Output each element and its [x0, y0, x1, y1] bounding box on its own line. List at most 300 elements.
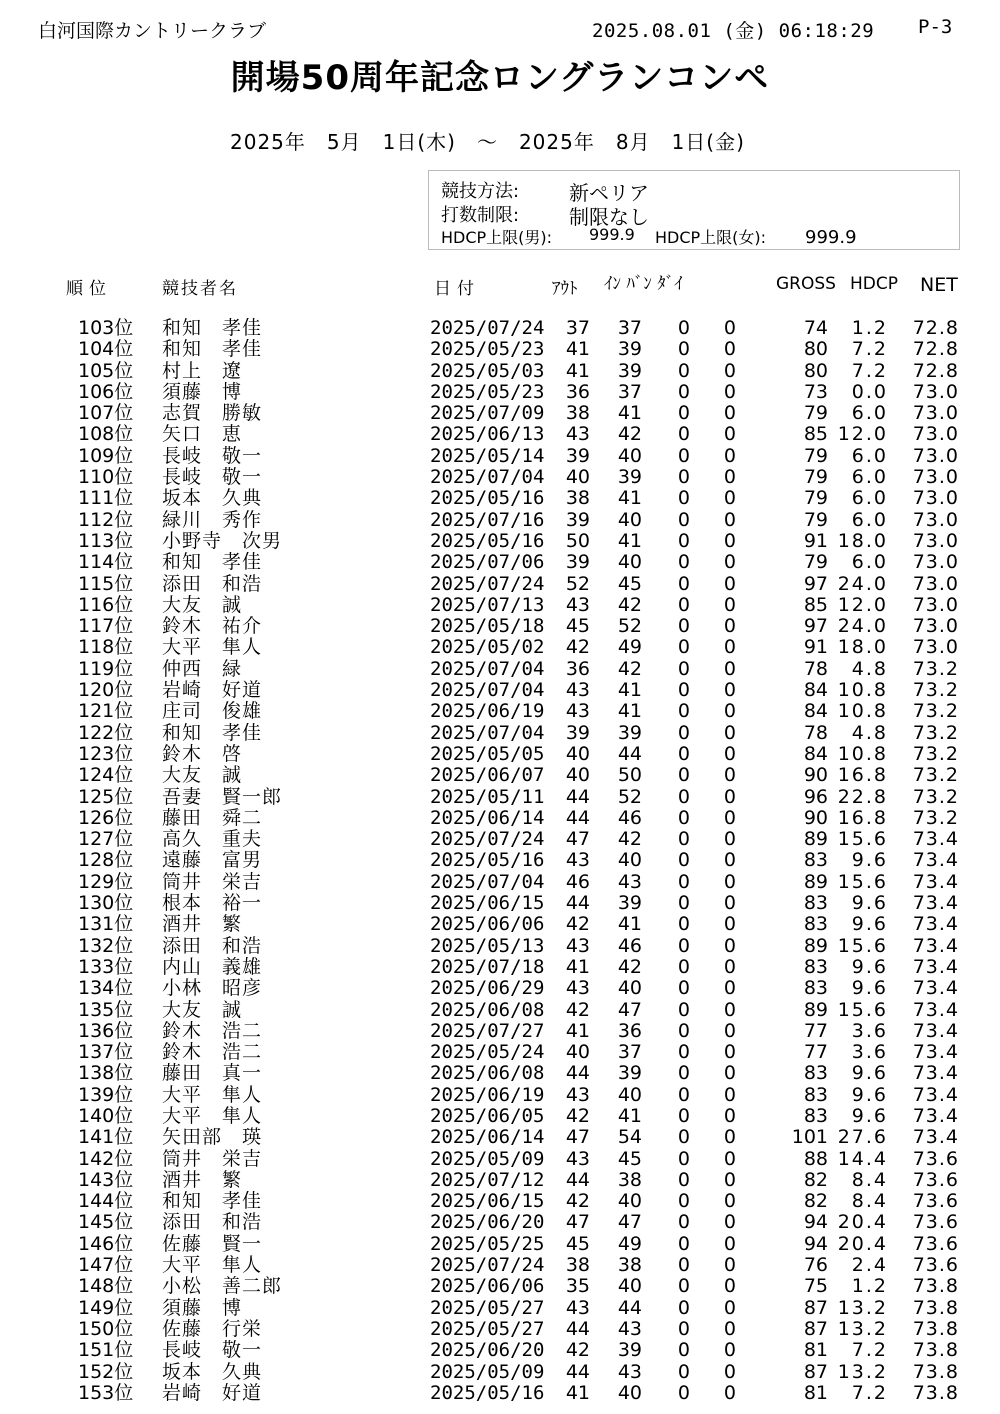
- extra-2-cell: 0: [723, 700, 736, 723]
- table-row: [0, 1255, 1000, 1276]
- out-score-cell: 42: [565, 636, 590, 659]
- hdcp-cell: 6.0: [851, 444, 888, 467]
- in-score-cell: 43: [617, 1317, 642, 1340]
- hdcp-cell: 2.4: [851, 1254, 888, 1277]
- out-score-cell: 36: [565, 380, 590, 403]
- extra-1-cell: 0: [677, 1232, 690, 1255]
- table-row: [0, 552, 1000, 573]
- rank-cell: 132位: [78, 934, 134, 957]
- rank-cell: 119位: [78, 657, 134, 680]
- date-cell: 2025/07/04: [430, 721, 545, 744]
- hdcp-cell: 7.2: [851, 338, 888, 361]
- extra-1-cell: 0: [677, 700, 690, 723]
- out-score-cell: 41: [565, 955, 590, 978]
- in-score-cell: 46: [617, 934, 642, 957]
- name-cell: 筒井 栄吉: [162, 1147, 263, 1170]
- table-row: [0, 829, 1000, 850]
- gross-cell: 97: [803, 572, 828, 595]
- net-cell: 73.4: [912, 1083, 959, 1106]
- in-score-cell: 47: [617, 1211, 642, 1234]
- out-score-cell: 38: [565, 1254, 590, 1277]
- col-header-date: 日付: [434, 279, 480, 299]
- out-score-cell: 45: [565, 615, 590, 638]
- date-cell: 2025/06/20: [430, 1211, 545, 1234]
- rank-cell: 116位: [78, 593, 134, 616]
- extra-1-cell: 0: [677, 785, 690, 808]
- name-cell: 鈴木 啓: [162, 742, 243, 765]
- name-cell: 須藤 博: [162, 1296, 243, 1319]
- in-score-cell: 40: [617, 1275, 642, 1298]
- gross-cell: 77: [803, 1019, 828, 1042]
- gross-cell: 79: [803, 402, 828, 425]
- out-score-cell: 42: [565, 1190, 590, 1213]
- gross-cell: 84: [803, 700, 828, 723]
- rank-cell: 110位: [78, 466, 134, 489]
- extra-2-cell: 0: [723, 1339, 736, 1362]
- name-cell: 大友 誠: [162, 593, 243, 616]
- out-score-cell: 39: [565, 444, 590, 467]
- date-cell: 2025/06/06: [430, 1275, 545, 1298]
- hdcp-cell: 0.0: [851, 380, 888, 403]
- net-cell: 73.4: [912, 849, 959, 872]
- hdcp-cell: 9.6: [851, 892, 888, 915]
- date-cell: 2025/07/18: [430, 955, 545, 978]
- gross-cell: 73: [803, 380, 828, 403]
- date-cell: 2025/05/03: [430, 359, 545, 382]
- in-score-cell: 40: [617, 1083, 642, 1106]
- hdcp-cell: 1.2: [851, 1275, 888, 1298]
- net-cell: 73.2: [912, 700, 959, 723]
- gross-cell: 76: [803, 1254, 828, 1277]
- table-row: [0, 339, 1000, 360]
- extra-2-cell: 0: [723, 849, 736, 872]
- net-cell: 73.4: [912, 870, 959, 893]
- net-cell: 73.6: [912, 1168, 959, 1191]
- extra-1-cell: 0: [677, 359, 690, 382]
- in-score-cell: 41: [617, 700, 642, 723]
- date-cell: 2025/07/04: [430, 466, 545, 489]
- extra-2-cell: 0: [723, 870, 736, 893]
- out-score-cell: 47: [565, 1126, 590, 1149]
- extra-1-cell: 0: [677, 998, 690, 1021]
- in-score-cell: 50: [617, 764, 642, 787]
- date-cell: 2025/07/04: [430, 870, 545, 893]
- in-score-cell: 41: [617, 529, 642, 552]
- gross-cell: 79: [803, 444, 828, 467]
- rank-cell: 124位: [78, 764, 134, 787]
- rank-cell: 138位: [78, 1062, 134, 1085]
- rank-cell: 128位: [78, 849, 134, 872]
- out-score-cell: 40: [565, 1041, 590, 1064]
- page-number: P-3: [918, 16, 953, 38]
- extra-2-cell: 0: [723, 1254, 736, 1277]
- name-cell: 遠藤 富男: [162, 849, 263, 872]
- net-cell: 73.4: [912, 913, 959, 936]
- rank-cell: 145位: [78, 1211, 134, 1234]
- extra-1-cell: 0: [677, 1104, 690, 1127]
- extra-2-cell: 0: [723, 466, 736, 489]
- name-cell: 坂本 久典: [162, 487, 263, 510]
- date-cell: 2025/06/05: [430, 1104, 545, 1127]
- net-cell: 73.6: [912, 1232, 959, 1255]
- method-value: 新ペリア: [569, 181, 649, 205]
- out-score-cell: 41: [565, 1019, 590, 1042]
- date-cell: 2025/07/12: [430, 1168, 545, 1191]
- gross-cell: 79: [803, 551, 828, 574]
- net-cell: 73.0: [912, 508, 959, 531]
- extra-1-cell: 0: [677, 1211, 690, 1234]
- rank-cell: 118位: [78, 636, 134, 659]
- name-cell: 矢田部 瑛: [162, 1126, 263, 1149]
- out-score-cell: 44: [565, 806, 590, 829]
- date-cell: 2025/05/16: [430, 529, 545, 552]
- gross-cell: 77: [803, 1041, 828, 1064]
- extra-1-cell: 0: [677, 466, 690, 489]
- out-score-cell: 44: [565, 785, 590, 808]
- rank-cell: 126位: [78, 806, 134, 829]
- extra-1-cell: 0: [677, 1275, 690, 1298]
- net-cell: 73.8: [912, 1360, 959, 1383]
- rank-cell: 109位: [78, 444, 134, 467]
- net-cell: 73.8: [912, 1296, 959, 1319]
- table-row: [0, 382, 1000, 403]
- date-cell: 2025/05/14: [430, 444, 545, 467]
- name-cell: 鈴木 浩二: [162, 1019, 263, 1042]
- name-cell: 大平 隼人: [162, 1104, 263, 1127]
- extra-1-cell: 0: [677, 806, 690, 829]
- extra-1-cell: 0: [677, 1190, 690, 1213]
- extra-2-cell: 0: [723, 508, 736, 531]
- competition-info-box: [428, 170, 960, 250]
- date-cell: 2025/05/16: [430, 849, 545, 872]
- rank-cell: 114位: [78, 551, 134, 574]
- rank-cell: 137位: [78, 1041, 134, 1064]
- out-score-cell: 43: [565, 934, 590, 957]
- in-score-cell: 37: [617, 1041, 642, 1064]
- net-cell: 73.0: [912, 380, 959, 403]
- out-score-cell: 47: [565, 828, 590, 851]
- extra-2-cell: 0: [723, 1126, 736, 1149]
- gross-cell: 83: [803, 892, 828, 915]
- table-row: [0, 637, 1000, 658]
- hdcp-cell: 18.0: [837, 529, 888, 552]
- gross-cell: 83: [803, 913, 828, 936]
- table-row: [0, 1383, 1000, 1404]
- net-cell: 73.4: [912, 955, 959, 978]
- table-row: [0, 467, 1000, 488]
- rank-cell: 129位: [78, 870, 134, 893]
- in-score-cell: 40: [617, 508, 642, 531]
- extra-2-cell: 0: [723, 1083, 736, 1106]
- hdcp-cell: 6.0: [851, 487, 888, 510]
- hdcp-female-label: HDCP上限(女):: [655, 228, 767, 247]
- table-row: [0, 936, 1000, 957]
- hdcp-cell: 6.0: [851, 466, 888, 489]
- name-cell: 根本 裕一: [162, 892, 263, 915]
- out-score-cell: 42: [565, 998, 590, 1021]
- extra-1-cell: 0: [677, 572, 690, 595]
- rank-cell: 136位: [78, 1019, 134, 1042]
- in-score-cell: 41: [617, 402, 642, 425]
- extra-2-cell: 0: [723, 636, 736, 659]
- table-row: [0, 1042, 1000, 1063]
- rank-cell: 142位: [78, 1147, 134, 1170]
- in-score-cell: 40: [617, 977, 642, 1000]
- date-cell: 2025/06/29: [430, 977, 545, 1000]
- hdcp-cell: 14.4: [837, 1147, 888, 1170]
- name-cell: 和知 孝佳: [162, 551, 263, 574]
- date-cell: 2025/06/14: [430, 806, 545, 829]
- date-cell: 2025/05/23: [430, 380, 545, 403]
- out-score-cell: 43: [565, 849, 590, 872]
- in-score-cell: 39: [617, 721, 642, 744]
- name-cell: 酒井 繁: [162, 1168, 243, 1191]
- name-cell: 小林 昭彦: [162, 977, 263, 1000]
- rank-cell: 152位: [78, 1360, 134, 1383]
- extra-1-cell: 0: [677, 934, 690, 957]
- in-score-cell: 39: [617, 466, 642, 489]
- extra-1-cell: 0: [677, 977, 690, 1000]
- out-score-cell: 40: [565, 764, 590, 787]
- in-score-cell: 49: [617, 1232, 642, 1255]
- table-row: [0, 574, 1000, 595]
- out-score-cell: 41: [565, 338, 590, 361]
- extra-1-cell: 0: [677, 487, 690, 510]
- extra-1-cell: 0: [677, 1296, 690, 1319]
- in-score-cell: 47: [617, 998, 642, 1021]
- gross-cell: 85: [803, 423, 828, 446]
- table-row: [0, 1362, 1000, 1383]
- extra-2-cell: 0: [723, 338, 736, 361]
- net-cell: 73.4: [912, 977, 959, 1000]
- name-cell: 仲西 緑: [162, 657, 243, 680]
- in-score-cell: 52: [617, 615, 642, 638]
- hdcp-cell: 13.2: [837, 1317, 888, 1340]
- in-score-cell: 40: [617, 444, 642, 467]
- extra-2-cell: 0: [723, 764, 736, 787]
- table-row: [0, 914, 1000, 935]
- gross-cell: 87: [803, 1360, 828, 1383]
- in-score-cell: 41: [617, 913, 642, 936]
- hdcp-cell: 10.8: [837, 742, 888, 765]
- gross-cell: 97: [803, 615, 828, 638]
- date-cell: 2025/07/24: [430, 1254, 545, 1277]
- rank-cell: 151位: [78, 1339, 134, 1362]
- rank-cell: 146位: [78, 1232, 134, 1255]
- name-cell: 和知 孝佳: [162, 317, 263, 339]
- hdcp-cell: 18.0: [837, 636, 888, 659]
- rank-cell: 112位: [78, 508, 134, 531]
- rank-cell: 104位: [78, 338, 134, 361]
- net-cell: 73.8: [912, 1275, 959, 1298]
- stroke-limit-value: 制限なし: [569, 205, 649, 229]
- rank-cell: 113位: [78, 529, 134, 552]
- gross-cell: 89: [803, 934, 828, 957]
- out-score-cell: 46: [565, 870, 590, 893]
- extra-2-cell: 0: [723, 1232, 736, 1255]
- net-cell: 73.0: [912, 487, 959, 510]
- in-score-cell: 39: [617, 1062, 642, 1085]
- col-header-out: ｱｳﾄ: [552, 279, 578, 299]
- in-score-cell: 37: [617, 380, 642, 403]
- date-cell: 2025/05/02: [430, 636, 545, 659]
- net-cell: 73.2: [912, 721, 959, 744]
- rank-cell: 125位: [78, 785, 134, 808]
- name-cell: 大平 隼人: [162, 636, 263, 659]
- net-cell: 73.8: [912, 1339, 959, 1362]
- table-row: [0, 1127, 1000, 1148]
- hdcp-cell: 9.6: [851, 1083, 888, 1106]
- rank-cell: 107位: [78, 402, 134, 425]
- hdcp-cell: 6.0: [851, 402, 888, 425]
- date-cell: 2025/06/19: [430, 1083, 545, 1106]
- net-cell: 73.4: [912, 892, 959, 915]
- table-row: [0, 680, 1000, 701]
- hdcp-cell: 16.8: [837, 764, 888, 787]
- gross-cell: 82: [803, 1190, 828, 1213]
- name-cell: 村上 遼: [162, 359, 243, 382]
- extra-2-cell: 0: [723, 742, 736, 765]
- net-cell: 73.6: [912, 1190, 959, 1213]
- table-row: [0, 1319, 1000, 1340]
- gross-cell: 91: [803, 529, 828, 552]
- table-row: [0, 1149, 1000, 1170]
- table-row: [0, 424, 1000, 445]
- rank-cell: 147位: [78, 1254, 134, 1277]
- rank-cell: 144位: [78, 1190, 134, 1213]
- date-cell: 2025/06/15: [430, 1190, 545, 1213]
- table-row: [0, 510, 1000, 531]
- date-cell: 2025/05/23: [430, 338, 545, 361]
- name-cell: 酒井 繁: [162, 913, 243, 936]
- col-header-net: NET: [920, 274, 958, 296]
- extra-1-cell: 0: [677, 508, 690, 531]
- gross-cell: 83: [803, 849, 828, 872]
- out-score-cell: 41: [565, 1381, 590, 1404]
- out-score-cell: 41: [565, 359, 590, 382]
- date-cell: 2025/06/13: [430, 423, 545, 446]
- rank-cell: 141位: [78, 1126, 134, 1149]
- in-score-cell: 42: [617, 657, 642, 680]
- hdcp-cell: 13.2: [837, 1296, 888, 1319]
- name-cell: 添田 和浩: [162, 1211, 263, 1234]
- name-cell: 岩崎 好道: [162, 1381, 263, 1404]
- net-cell: 73.0: [912, 572, 959, 595]
- gross-cell: 89: [803, 870, 828, 893]
- extra-2-cell: 0: [723, 551, 736, 574]
- net-cell: 73.2: [912, 806, 959, 829]
- extra-1-cell: 0: [677, 870, 690, 893]
- hdcp-cell: 6.0: [851, 508, 888, 531]
- net-cell: 73.0: [912, 466, 959, 489]
- col-header-in: ｲﾝ ﾊﾞﾝ ﾀﾞｲ: [604, 274, 683, 294]
- date-cell: 2025/05/11: [430, 785, 545, 808]
- out-score-cell: 43: [565, 1296, 590, 1319]
- gross-cell: 82: [803, 1168, 828, 1191]
- extra-2-cell: 0: [723, 1062, 736, 1085]
- name-cell: 長岐 敬一: [162, 466, 263, 489]
- net-cell: 73.4: [912, 1019, 959, 1042]
- extra-2-cell: 0: [723, 721, 736, 744]
- hdcp-cell: 8.4: [851, 1168, 888, 1191]
- out-score-cell: 50: [565, 529, 590, 552]
- name-cell: 藤田 舜二: [162, 806, 263, 829]
- hdcp-cell: 24.0: [837, 572, 888, 595]
- gross-cell: 83: [803, 977, 828, 1000]
- date-cell: 2025/05/05: [430, 742, 545, 765]
- out-score-cell: 44: [565, 1317, 590, 1340]
- net-cell: 72.8: [912, 317, 959, 339]
- gross-cell: 94: [803, 1211, 828, 1234]
- name-cell: 大友 誠: [162, 998, 243, 1021]
- name-cell: 高久 重夫: [162, 828, 263, 851]
- date-cell: 2025/07/13: [430, 593, 545, 616]
- extra-2-cell: 0: [723, 572, 736, 595]
- table-row: [0, 1106, 1000, 1127]
- out-score-cell: 52: [565, 572, 590, 595]
- out-score-cell: 38: [565, 402, 590, 425]
- net-cell: 73.2: [912, 657, 959, 680]
- extra-1-cell: 0: [677, 913, 690, 936]
- net-cell: 73.4: [912, 828, 959, 851]
- hdcp-male-value: 999.9: [589, 225, 635, 244]
- net-cell: 73.4: [912, 1041, 959, 1064]
- table-row: [0, 361, 1000, 382]
- out-score-cell: 38: [565, 487, 590, 510]
- in-score-cell: 43: [617, 870, 642, 893]
- table-row: [0, 403, 1000, 424]
- hdcp-cell: 20.4: [837, 1211, 888, 1234]
- rank-cell: 143位: [78, 1168, 134, 1191]
- gross-cell: 75: [803, 1275, 828, 1298]
- table-row: [0, 1000, 1000, 1021]
- net-cell: 72.8: [912, 359, 959, 382]
- net-cell: 73.4: [912, 1104, 959, 1127]
- gross-cell: 88: [803, 1147, 828, 1170]
- table-row: [0, 1340, 1000, 1361]
- rank-cell: 103位: [78, 317, 134, 339]
- rank-cell: 127位: [78, 828, 134, 851]
- date-cell: 2025/06/07: [430, 764, 545, 787]
- rank-cell: 122位: [78, 721, 134, 744]
- date-cell: 2025/05/18: [430, 615, 545, 638]
- rank-cell: 134位: [78, 977, 134, 1000]
- name-cell: 添田 和浩: [162, 572, 263, 595]
- date-cell: 2025/05/24: [430, 1041, 545, 1064]
- extra-1-cell: 0: [677, 1339, 690, 1362]
- extra-2-cell: 0: [723, 1381, 736, 1404]
- date-cell: 2025/07/24: [430, 572, 545, 595]
- rank-cell: 135位: [78, 998, 134, 1021]
- rank-cell: 111位: [78, 487, 134, 510]
- club-name: 白河国際カントリークラブ: [38, 20, 267, 42]
- hdcp-cell: 4.8: [851, 657, 888, 680]
- net-cell: 73.2: [912, 679, 959, 702]
- out-score-cell: 40: [565, 742, 590, 765]
- hdcp-cell: 1.2: [851, 317, 888, 339]
- gross-cell: 79: [803, 508, 828, 531]
- in-score-cell: 38: [617, 1254, 642, 1277]
- net-cell: 73.4: [912, 998, 959, 1021]
- gross-cell: 80: [803, 338, 828, 361]
- date-cell: 2025/06/08: [430, 998, 545, 1021]
- in-score-cell: 41: [617, 679, 642, 702]
- table-row: [0, 701, 1000, 722]
- hdcp-cell: 9.6: [851, 849, 888, 872]
- gross-cell: 91: [803, 636, 828, 659]
- hdcp-cell: 15.6: [837, 870, 888, 893]
- out-score-cell: 42: [565, 913, 590, 936]
